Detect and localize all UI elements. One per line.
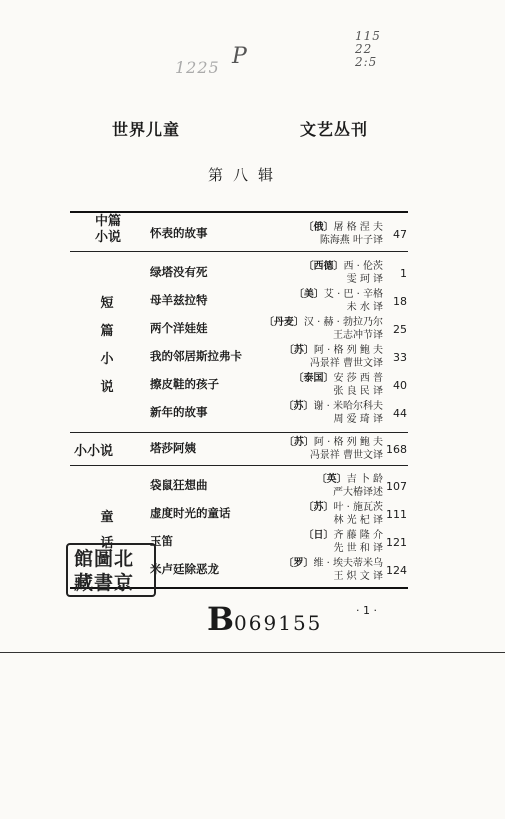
entry-title: 母羊兹拉特 (150, 293, 208, 307)
entry-page: 107 (386, 480, 407, 493)
translator: 王志冲节译 (333, 330, 383, 341)
handwritten-mark: P (232, 44, 248, 69)
handwritten-call-number (355, 30, 381, 69)
author-name: 阿 · 格 列 鲍 夫 (313, 345, 383, 356)
entry-title: 米卢廷除恶龙 (150, 562, 219, 576)
translator: 先 世 和 译 (333, 543, 383, 554)
entry-author (317, 473, 383, 499)
translator: 冯景祥 曹世文译 (309, 450, 383, 461)
volume-title: 第八辑 (208, 166, 284, 184)
entry-page: 124 (386, 564, 407, 577)
handwritten-line: 22 (355, 42, 373, 56)
page-fold-line (0, 652, 505, 653)
entry-page: 168 (386, 443, 407, 456)
category-label: 童 话 (100, 510, 114, 551)
entry-page: 121 (386, 536, 407, 549)
author-country: 〔罗〕 (283, 558, 314, 569)
author-country: 〔苏〕 (283, 437, 314, 448)
author-country: 〔西德〕 (303, 261, 344, 272)
entry-page: 47 (393, 228, 407, 241)
author-country: 〔英〕 (316, 474, 347, 485)
entry-author (293, 372, 383, 398)
author-name: 艾 · 巴 · 辛格 (323, 289, 383, 300)
author-country: 〔丹麦〕 (263, 317, 304, 328)
entry-author (303, 260, 383, 286)
translator: 周 爱 琦 译 (333, 414, 383, 425)
author-name: 吉 卜 龄 (346, 474, 383, 485)
author-country: 〔日〕 (303, 530, 334, 541)
accession-number (207, 600, 322, 638)
author-country: 〔泰国〕 (293, 373, 334, 384)
translator: 严大椿译述 (333, 487, 383, 498)
entry-page: 33 (393, 351, 407, 364)
entry-title: 擦皮鞋的孩子 (150, 377, 219, 391)
stamp-line: 館圖北 (74, 548, 135, 570)
translator: 林 光 杞 译 (333, 515, 383, 526)
entry-page: 25 (393, 323, 407, 336)
stamp-line: 藏書京 (74, 572, 135, 594)
entry-page: 40 (393, 379, 407, 392)
entry-author (283, 557, 383, 583)
entry-title: 袋鼠狂想曲 (150, 478, 208, 492)
author-name: 叶 · 施瓦茨 (333, 502, 383, 513)
author-name: 安 莎 西 普 (333, 373, 383, 384)
entry-author (303, 501, 383, 527)
entry-author (283, 400, 383, 426)
category-mini-fiction (74, 440, 113, 459)
entry-author (264, 316, 383, 342)
entry-page: 1 (400, 267, 407, 280)
section-divider (70, 251, 408, 252)
entry-author (303, 529, 383, 555)
translator: 未 水 译 (346, 302, 383, 313)
series-title: 世界儿童 (112, 120, 181, 139)
translator: 陈海燕 叶子译 (319, 235, 383, 246)
author-country: 〔苏〕 (283, 345, 314, 356)
page-number: · 1 · (356, 604, 377, 617)
entry-author (294, 288, 383, 314)
entry-title: 玉笛 (150, 534, 173, 548)
author-country: 〔美〕 (293, 289, 324, 300)
entry-page: 111 (386, 508, 407, 521)
author-name: 汉 · 赫 · 勃拉乃尔 (303, 317, 383, 328)
author-country: 〔苏〕 (303, 502, 334, 513)
author-name: 维 · 埃夫蒂米乌 (313, 558, 383, 569)
translator: 张 良 民 译 (333, 386, 383, 397)
author-name: 西 · 伦茨 (343, 261, 383, 272)
top-rule (70, 211, 408, 213)
author-name: 阿 · 格 列 鲍 夫 (313, 437, 383, 448)
author-name: 谢 · 米哈尔科夫 (313, 401, 383, 412)
series-subtitle: 文艺丛刊 (300, 120, 369, 139)
entry-author (303, 221, 383, 247)
entry-page: 44 (393, 407, 407, 420)
translator: 雯 珂 译 (346, 274, 383, 285)
entry-title: 虚度时光的童话 (150, 506, 231, 520)
section-divider (70, 465, 408, 466)
entry-title: 我的邻居斯拉弗卡 (150, 349, 242, 363)
author-country: 〔俄〕 (303, 222, 334, 233)
accession-letter: B (207, 600, 235, 638)
entry-title: 两个洋娃娃 (150, 321, 208, 335)
translator: 冯景祥 曹世文译 (309, 358, 383, 369)
category-label: 小小说 (74, 444, 114, 459)
entry-title: 新年的故事 (150, 405, 208, 419)
entry-title: 绿塔没有死 (150, 265, 208, 279)
entry-author (284, 436, 383, 462)
accession-digits: 069155 (234, 611, 323, 635)
entry-title: 怀表的故事 (150, 226, 208, 240)
translator: 王 炽 文 译 (333, 571, 383, 582)
category-short-stories (98, 290, 116, 402)
author-name: 齐 藤 隆 介 (333, 530, 383, 541)
handwritten-note: 1225 (175, 58, 220, 77)
handwritten-line: 115 (355, 29, 381, 43)
entry-page: 18 (393, 295, 407, 308)
entry-title: 塔莎阿姨 (150, 441, 196, 455)
handwritten-line: 2:5 (355, 55, 378, 69)
category-novella (88, 214, 128, 246)
author-country: 〔苏〕 (283, 401, 314, 412)
category-label: 短 篇 小 说 (100, 296, 114, 395)
library-stamp (66, 543, 156, 597)
category-label: 中篇 小说 (94, 214, 121, 245)
author-name: 屠 格 涅 夫 (333, 222, 383, 233)
entry-author (284, 344, 383, 370)
section-divider (70, 432, 408, 433)
